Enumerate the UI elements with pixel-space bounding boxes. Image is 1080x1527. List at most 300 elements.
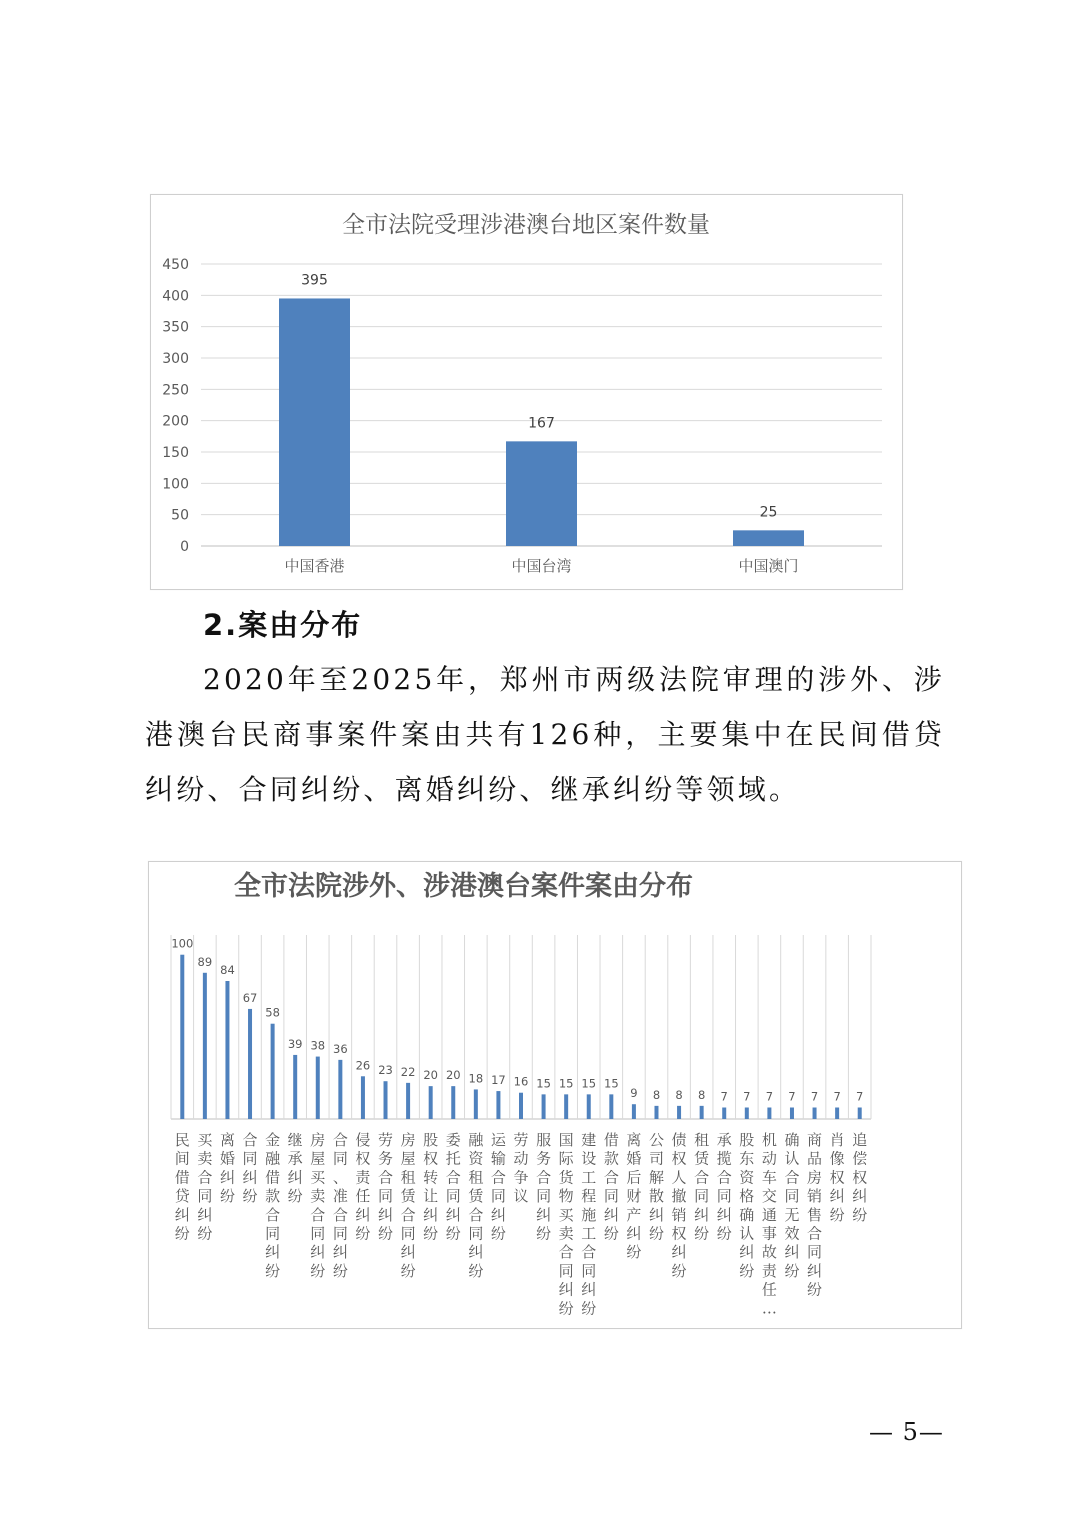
category-label-char: 纷	[694, 1224, 710, 1243]
data-label: 22	[400, 1064, 416, 1079]
category-label-char: 合	[445, 1168, 461, 1187]
category-label-char: 同	[581, 1261, 597, 1280]
data-label: 25	[759, 504, 778, 521]
category-label	[807, 1131, 822, 1299]
bar	[790, 1108, 794, 1120]
category-label-char: 同	[265, 1224, 281, 1243]
category-label-char: 借	[174, 1168, 190, 1187]
bar	[361, 1076, 365, 1119]
category-label-char: 房	[400, 1131, 416, 1149]
category-label-char: 纠	[852, 1187, 868, 1206]
category-label-char: 肖	[829, 1131, 845, 1149]
category-label-char: 合	[716, 1168, 732, 1187]
category-label-char: 纷	[265, 1261, 281, 1280]
category-label-char: 租	[400, 1168, 416, 1187]
category-label-char: 品	[807, 1149, 823, 1168]
y-tick-label: 0	[180, 539, 189, 555]
data-label: 7	[810, 1089, 819, 1104]
category-label	[717, 1131, 732, 1243]
data-label: 7	[720, 1089, 728, 1104]
category-label-char: 确	[739, 1205, 755, 1224]
bar	[279, 298, 350, 546]
category-label-char: 合	[197, 1168, 213, 1187]
category-label-char: 承	[716, 1131, 732, 1149]
cause-bar-chart-svg	[149, 862, 961, 1328]
category-label-char: 纠	[671, 1243, 687, 1262]
category-label-char: 设	[581, 1149, 597, 1168]
category-label-char: 纷	[445, 1224, 461, 1243]
category-label	[604, 1131, 619, 1243]
category-label-char: 纠	[829, 1187, 845, 1206]
category-label	[288, 1131, 303, 1205]
category-label-char: 追	[852, 1131, 868, 1149]
category-label-char: 机	[761, 1131, 777, 1149]
chart-title: 全市法院涉外、涉港澳台案件案由分布	[234, 871, 693, 902]
category-label	[739, 1131, 755, 1280]
category-label-char: 纠	[378, 1205, 394, 1224]
category-label-char: 让	[423, 1187, 439, 1206]
bar	[722, 1108, 726, 1120]
category-label	[491, 1131, 507, 1243]
category-label-char: 工	[581, 1168, 597, 1187]
category-label-char: 权	[829, 1168, 845, 1187]
bar	[496, 1091, 500, 1119]
data-label: 16	[513, 1074, 529, 1089]
category-label	[423, 1131, 438, 1243]
category-label-char: 纠	[490, 1205, 506, 1224]
category-label-char: 纷	[468, 1261, 484, 1280]
y-tick-label: 450	[162, 257, 189, 273]
data-label: 395	[301, 272, 328, 289]
category-label-char: 合	[694, 1168, 710, 1187]
category-label-char: 纷	[829, 1205, 845, 1224]
category-label-char: 买	[558, 1205, 574, 1224]
bar	[813, 1108, 817, 1120]
category-label-char: 认	[784, 1149, 800, 1168]
category-label-char: 纷	[197, 1224, 213, 1243]
category-label-char: 纷	[287, 1187, 303, 1206]
category-label-char: 动	[513, 1149, 529, 1168]
category-label-char: 债	[671, 1131, 687, 1149]
category-label-char: 纠	[445, 1205, 461, 1224]
category-label-char: 合	[784, 1168, 800, 1187]
category-label-char: 输	[490, 1149, 506, 1168]
category-label-char: 公	[648, 1131, 664, 1149]
category-label-char: 确	[784, 1131, 800, 1149]
category-label-char: 权	[671, 1149, 687, 1168]
category-label-char: 纠	[581, 1280, 597, 1299]
category-label-char: 纠	[332, 1243, 348, 1262]
category-label-char: 委	[445, 1131, 461, 1149]
category-label-char: 故	[761, 1243, 777, 1262]
data-label: 15	[558, 1076, 574, 1091]
category-label-char: 合	[603, 1168, 619, 1187]
category-label-char: 借	[265, 1168, 281, 1187]
category-label	[333, 1131, 348, 1280]
case-cause-distribution-chart	[148, 861, 962, 1329]
category-label-char: 解	[648, 1168, 664, 1187]
category-label-char: 款	[265, 1187, 281, 1206]
category-label-char: 纠	[242, 1168, 258, 1187]
category-label-char: 资	[468, 1149, 484, 1168]
category-label-char: 贷	[174, 1187, 190, 1206]
bar	[542, 1094, 546, 1119]
category-label-char: 合	[558, 1243, 574, 1262]
bar	[451, 1086, 455, 1119]
category-label-char: 赁	[468, 1187, 484, 1206]
category-label	[220, 1131, 235, 1205]
category-label	[310, 1131, 326, 1280]
category-label-char: 无	[784, 1205, 800, 1224]
category-label-char: 纠	[784, 1243, 800, 1262]
category-label-char: 借	[603, 1131, 619, 1149]
category-label-char: 准	[332, 1187, 348, 1206]
category-label-char: 纷	[558, 1299, 574, 1318]
category-label-char: 合	[265, 1205, 281, 1224]
category-label-char: 同	[603, 1187, 619, 1206]
body-paragraph: 2020年至2025年，郑州市两级法院审理的涉外、涉港澳台民商事案件案由共有126种，主要集中在民间借贷纠纷、合同纠纷、离婚纠纷、继承纠纷等领域。	[145, 663, 945, 806]
category-label-char: 货	[558, 1168, 574, 1187]
category-label-char: 纠	[310, 1243, 326, 1262]
category-label-char: 纷	[310, 1261, 326, 1280]
category-label-char: 纷	[581, 1299, 597, 1318]
category-label-char: 物	[558, 1187, 574, 1206]
category-label	[784, 1131, 799, 1280]
category-label-char: 人	[671, 1168, 687, 1187]
category-label-char: 散	[648, 1187, 664, 1206]
category-label-char: 销	[807, 1187, 823, 1206]
category-label	[762, 1131, 778, 1317]
data-label: 20	[445, 1068, 461, 1083]
category-label-char: 程	[581, 1187, 597, 1206]
category-label-char: 纷	[355, 1224, 371, 1243]
data-label: 36	[333, 1041, 348, 1056]
category-label-char: 产	[626, 1205, 642, 1224]
category-label	[649, 1131, 664, 1243]
category-label-char: 融	[265, 1149, 281, 1168]
category-label-char: 承	[287, 1149, 303, 1168]
bar	[609, 1094, 613, 1119]
bar	[835, 1108, 839, 1120]
data-label: 67	[242, 990, 258, 1005]
category-label-char: 纷	[852, 1205, 868, 1224]
data-label: 8	[652, 1087, 661, 1102]
bar	[506, 441, 577, 546]
category-label-char: …	[761, 1299, 777, 1318]
page-number: — 5—	[869, 1418, 944, 1446]
bar	[225, 981, 229, 1119]
category-label-char: 纷	[536, 1224, 552, 1243]
category-label	[265, 1131, 281, 1280]
category-label-char: 合	[332, 1205, 348, 1224]
category-label-char: 卖	[558, 1224, 574, 1243]
bar	[587, 1094, 591, 1119]
category-label-char: 纷	[400, 1261, 416, 1280]
category-label-char: 离	[219, 1131, 235, 1149]
category-label-char: 销	[671, 1205, 687, 1224]
category-label-char: 资	[739, 1168, 755, 1187]
data-label: 167	[528, 415, 555, 432]
category-label-char: 揽	[716, 1149, 732, 1168]
category-label-char: 务	[378, 1149, 394, 1168]
category-label-char: 纠	[355, 1205, 371, 1224]
y-tick-label: 350	[162, 319, 189, 336]
category-label-char: 议	[513, 1187, 529, 1206]
bar	[293, 1055, 297, 1119]
category-label-char: 格	[739, 1187, 755, 1206]
category-label-char: 劳	[378, 1131, 394, 1149]
category-label-char: 责	[355, 1168, 371, 1187]
category-label-char: 商	[807, 1131, 823, 1149]
category-label	[559, 1131, 575, 1317]
bar	[271, 1024, 275, 1119]
category-label-char: 合	[536, 1168, 552, 1187]
category-label-char: 婚	[219, 1149, 235, 1168]
category-label-char: 同	[242, 1149, 258, 1168]
category-label-char: 股	[739, 1131, 755, 1149]
category-label-char: 权	[852, 1168, 868, 1187]
category-label-char: 纷	[242, 1187, 258, 1206]
bar	[203, 973, 207, 1119]
category-label	[672, 1131, 687, 1280]
data-label: 8	[675, 1087, 683, 1102]
category-label-char: 纠	[558, 1280, 574, 1299]
category-label-char: 纷	[648, 1224, 664, 1243]
category-label-char: 纷	[332, 1261, 348, 1280]
category-label-char: 继	[287, 1131, 303, 1149]
category-label-char: 纠	[174, 1205, 190, 1224]
data-label: 84	[220, 963, 235, 977]
data-label: 20	[423, 1068, 438, 1083]
y-tick-label: 100	[162, 476, 189, 493]
category-label-char: 纷	[378, 1224, 394, 1243]
data-label: 8	[697, 1087, 706, 1102]
category-label-char: 纷	[807, 1280, 823, 1299]
category-label-char: 纠	[423, 1205, 439, 1224]
category-label-char: 金	[265, 1131, 281, 1149]
category-label-char: 车	[761, 1168, 777, 1187]
data-label: 7	[833, 1089, 841, 1104]
category-label-char: 任	[355, 1187, 371, 1206]
category-label-char: 纷	[490, 1224, 506, 1243]
bar	[767, 1108, 771, 1120]
category-label-char: 纷	[219, 1187, 235, 1206]
chart-title: 全市法院受理涉港澳台地区案件数量	[342, 212, 710, 238]
category-label-char: 买	[310, 1168, 326, 1187]
category-label-char: 股	[423, 1131, 439, 1149]
category-label	[830, 1131, 845, 1224]
category-label-char: 同	[332, 1224, 348, 1243]
category-label-char: 动	[761, 1149, 777, 1168]
category-label-char: 纠	[468, 1243, 484, 1262]
category-label-char: 同	[490, 1187, 506, 1206]
category-label-char: 财	[626, 1187, 642, 1206]
data-label: 9	[630, 1086, 638, 1101]
bar	[519, 1093, 523, 1119]
category-label-char: 合	[242, 1131, 258, 1149]
category-label-char: 租	[694, 1131, 710, 1149]
data-label: 89	[197, 954, 213, 969]
category-label-char: 施	[581, 1205, 597, 1224]
bar	[384, 1081, 388, 1119]
data-label: 15	[581, 1076, 597, 1091]
bar	[406, 1083, 410, 1119]
data-label: 15	[536, 1076, 551, 1091]
category-label-char: 交	[761, 1187, 777, 1206]
category-label-char: 售	[807, 1205, 823, 1224]
category-label-char: 转	[423, 1168, 439, 1187]
category-label-char: 运	[490, 1131, 506, 1149]
category-label-char: 责	[761, 1261, 777, 1280]
data-label: 7	[788, 1089, 796, 1104]
category-label-char: 婚	[626, 1149, 642, 1168]
category-label-char: 同	[536, 1187, 552, 1206]
category-label-char: 同	[310, 1224, 326, 1243]
category-label-char: 同	[400, 1224, 416, 1243]
category-label-char: 效	[784, 1224, 800, 1243]
category-label-char: 争	[513, 1168, 529, 1187]
category-label-char: 托	[445, 1149, 461, 1168]
category-label-char: 司	[648, 1149, 664, 1168]
bar	[248, 1009, 252, 1119]
category-label-char: 同	[558, 1261, 574, 1280]
category-label-char: 纷	[671, 1261, 687, 1280]
category-label-char: 卖	[310, 1187, 326, 1206]
category-label-char: 纠	[739, 1243, 755, 1262]
category-label-char: 东	[739, 1149, 755, 1168]
category-label-char: 合	[400, 1205, 416, 1224]
category-label-char: 同	[445, 1187, 461, 1206]
category-label-char: 后	[626, 1168, 642, 1187]
bar	[700, 1106, 704, 1119]
data-label: 7	[856, 1089, 864, 1104]
category-label-char: 纠	[716, 1205, 732, 1224]
category-label-char: 侵	[355, 1131, 371, 1149]
category-label	[852, 1131, 867, 1224]
category-label-char: 房	[310, 1131, 326, 1149]
data-label: 18	[468, 1071, 484, 1086]
category-label	[446, 1131, 461, 1243]
category-label-char: 权	[423, 1149, 439, 1168]
y-tick-label: 250	[162, 382, 189, 399]
case-count-by-region-chart	[150, 194, 903, 590]
data-label: 7	[743, 1089, 751, 1104]
category-label-char: 认	[739, 1224, 755, 1243]
category-label-char: 同	[468, 1224, 484, 1243]
category-label-char: 偿	[852, 1149, 868, 1168]
category-label	[401, 1131, 417, 1280]
data-label: 7	[765, 1089, 774, 1104]
category-label-char: 劳	[513, 1131, 529, 1149]
category-label-char: 纷	[603, 1224, 619, 1243]
bar	[474, 1089, 478, 1119]
category-label-char: 纠	[536, 1205, 552, 1224]
category-label: 中国澳门	[738, 557, 799, 575]
category-label-char: 纠	[219, 1168, 235, 1187]
category-label-char: 同	[784, 1187, 800, 1206]
category-label-char: 纠	[287, 1168, 303, 1187]
bar	[564, 1094, 568, 1119]
bar	[858, 1108, 862, 1120]
category-label-char: 合	[310, 1205, 326, 1224]
category-label-char: 纷	[739, 1261, 755, 1280]
region-bar-chart-svg	[151, 195, 902, 589]
category-label-char: 纠	[400, 1243, 416, 1262]
category-label-char: 纠	[265, 1243, 281, 1262]
data-label: 39	[287, 1036, 303, 1051]
category-label	[513, 1131, 528, 1205]
bar	[632, 1104, 636, 1119]
bar	[180, 955, 184, 1119]
bar	[654, 1106, 658, 1119]
category-label	[355, 1131, 371, 1243]
category-label-char: 纷	[423, 1224, 439, 1243]
category-label-char: 同	[378, 1187, 394, 1206]
category-label-char: 纷	[716, 1224, 732, 1243]
category-label-char: 融	[468, 1131, 484, 1149]
category-label-char: 合	[581, 1243, 597, 1262]
bar	[733, 530, 804, 546]
category-label-char: 际	[558, 1149, 574, 1168]
category-label-char: 房	[807, 1168, 823, 1187]
category-label-char: 纠	[694, 1205, 710, 1224]
category-label-char: 间	[174, 1149, 190, 1168]
category-label-char: 像	[829, 1149, 845, 1168]
data-label: 26	[355, 1058, 371, 1073]
category-label	[536, 1131, 551, 1243]
category-label-char: 纠	[807, 1261, 823, 1280]
category-label-char: 权	[671, 1224, 687, 1243]
category-label-char: 款	[603, 1149, 619, 1168]
category-label-char: 务	[536, 1149, 552, 1168]
category-label-char: 任	[761, 1280, 777, 1299]
category-label-char: 通	[761, 1205, 777, 1224]
category-label-char: 赁	[400, 1187, 416, 1206]
y-tick-label: 50	[171, 507, 189, 524]
category-label-char: 纷	[784, 1261, 800, 1280]
category-label-char: 屋	[400, 1149, 416, 1168]
category-label-char: 撤	[671, 1187, 687, 1206]
category-label: 中国香港	[284, 557, 345, 575]
category-label-char: 纷	[174, 1224, 190, 1243]
category-label-char: 国	[558, 1131, 574, 1149]
data-label: 38	[310, 1038, 326, 1053]
category-label	[468, 1131, 484, 1280]
category-label	[626, 1131, 641, 1261]
bar	[429, 1086, 433, 1119]
category-label-char: 合	[378, 1168, 394, 1187]
category-label-char: 同	[332, 1149, 348, 1168]
bar	[316, 1057, 320, 1119]
category-label: 中国台湾	[511, 557, 572, 575]
category-label	[378, 1131, 393, 1243]
category-label-char: 合	[332, 1131, 348, 1149]
category-label	[175, 1131, 191, 1243]
category-label-char: 赁	[694, 1149, 710, 1168]
category-label-char: 离	[626, 1131, 642, 1149]
category-label-char: 卖	[197, 1149, 213, 1168]
category-label-char: 租	[468, 1168, 484, 1187]
y-tick-label: 400	[162, 288, 189, 305]
category-label-char: 、	[332, 1168, 348, 1187]
category-label-char: 同	[197, 1187, 213, 1206]
y-tick-label: 200	[162, 413, 189, 430]
category-label-char: 同	[807, 1243, 823, 1262]
section-heading: 2.案由分布	[203, 608, 363, 642]
category-label-char: 纠	[197, 1205, 213, 1224]
bar	[677, 1106, 681, 1119]
category-label-char: 纠	[648, 1205, 664, 1224]
